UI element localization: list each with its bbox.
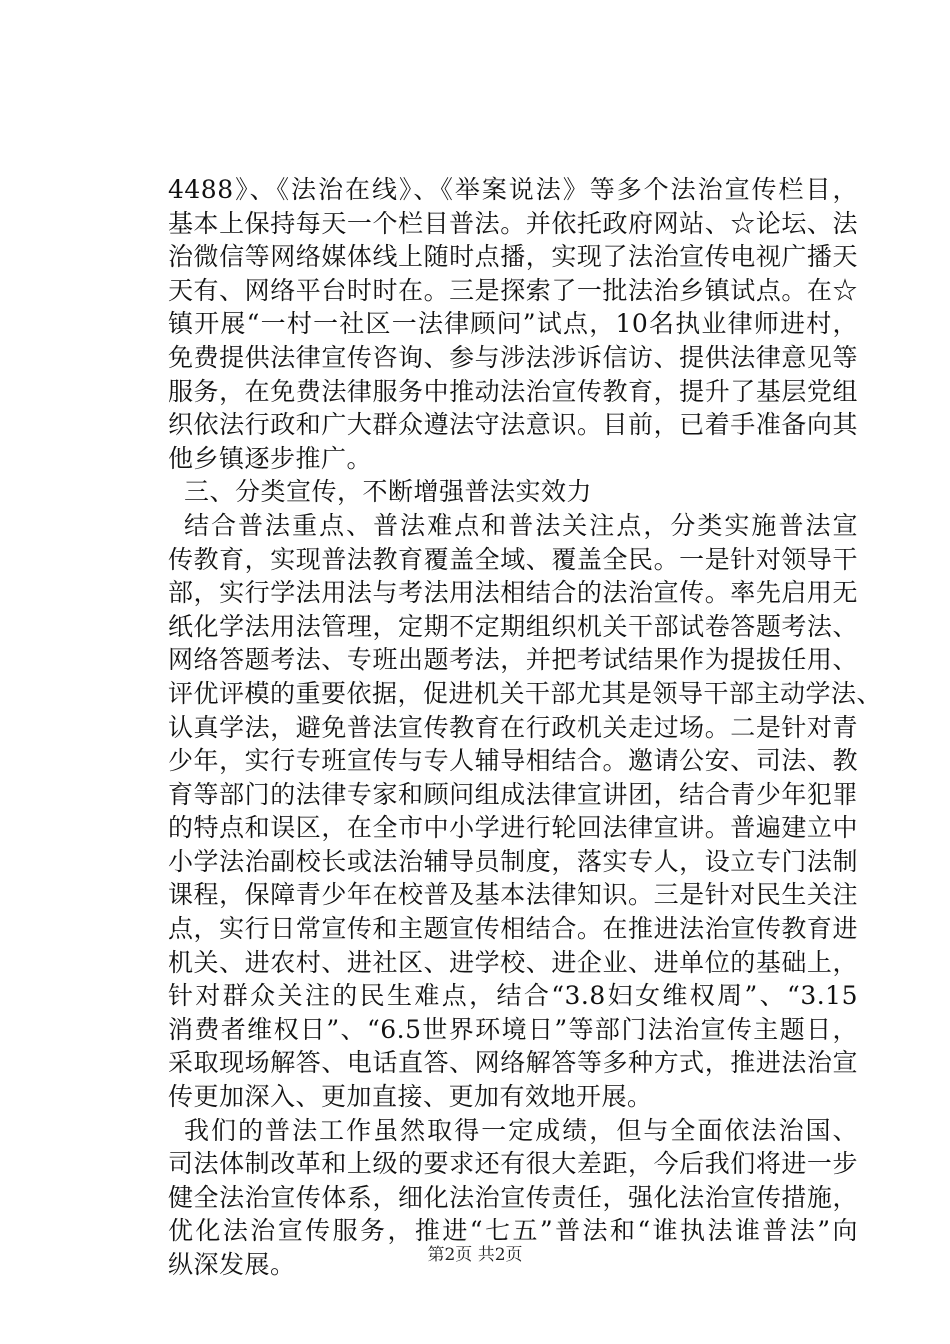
page-number: 第2页 共2页 bbox=[427, 1245, 523, 1265]
text-line: 司法体制改革和上级的要求还有很大差距，今后我们将进一步 bbox=[168, 1149, 858, 1179]
text-line: 结合普法重点、普法难点和普法关注点，分类实施普法宣 bbox=[184, 510, 858, 540]
text-line: 纸化学法用法管理，定期不定期组织机关干部试卷答题考法、 bbox=[168, 611, 858, 641]
text-line: 机关、进农村、进社区、进学校、进企业、进单位的基础上， bbox=[168, 947, 858, 977]
text-line: 针对群众关注的民生难点，结合“3.8妇女维权周”、“3.15 bbox=[168, 981, 858, 1011]
text-line: 镇开展“一村一社区一法律顾问”试点，10名执业律师进村， bbox=[168, 309, 858, 339]
text-line: 天有、网络平台时时在。三是探索了一批法治乡镇试点。在☆ bbox=[168, 275, 858, 305]
text-line: 传更加深入、更加直接、更加有效地开展。 bbox=[168, 1082, 653, 1112]
page-footer bbox=[0, 1240, 950, 1265]
text-line: 免费提供法律宣传咨询、参与涉法涉诉信访、提供法律意见等 bbox=[168, 342, 858, 372]
text-line: 部，实行学法用法与考法用法相结合的法治宣传。率先启用无 bbox=[168, 578, 858, 608]
text-line: 服务，在免费法律服务中推动法治宣传教育，提升了基层党组 bbox=[168, 376, 858, 406]
text-line: 小学法治副校长或法治辅导员制度，落实专人，设立专门法制 bbox=[168, 846, 858, 876]
document-body bbox=[168, 173, 883, 1282]
text-line: 育等部门的法律专家和顾问组成法律宣讲团，结合青少年犯罪 bbox=[168, 779, 858, 809]
text-line: 优化法治宣传服务，推进“七五”普法和“谁执法谁普法”向 bbox=[168, 1216, 858, 1246]
text-line: 的特点和误区，在全市中小学进行轮回法律宣讲。普遍建立中 bbox=[168, 813, 858, 843]
text-line: 评优评模的重要依据，促进机关干部尤其是领导干部主动学法、 bbox=[168, 678, 883, 708]
text-line: 纵深发展。 bbox=[168, 1250, 296, 1279]
text-line: 少年，实行专班宣传与专人辅导相结合。邀请公安、司法、教 bbox=[168, 746, 858, 776]
text-line: 消费者维权日”、“6.5世界环境日”等部门法治宣传主题日， bbox=[168, 1014, 858, 1044]
text-line: 课程，保障青少年在校普及基本法律知识。三是针对民生关注 bbox=[168, 880, 858, 910]
text-line: 织依法行政和广大群众遵法守法意识。目前，已着手准备向其 bbox=[168, 410, 858, 440]
text-line: 认真学法，避免普法宣传教育在行政机关走过场。二是针对青 bbox=[168, 712, 858, 742]
section-heading: 三、分类宣传，不断增强普法实效力 bbox=[184, 477, 593, 507]
text-line: 我们的普法工作虽然取得一定成绩，但与全面依法治国、 bbox=[184, 1115, 858, 1145]
text-line: 他乡镇逐步推广。 bbox=[168, 443, 373, 473]
text-line: 传教育，实现普法教育覆盖全域、覆盖全民。一是针对领导干 bbox=[168, 544, 858, 574]
text-line: 健全法治宣传体系，细化法治宣传责任，强化法治宣传措施， bbox=[168, 1182, 858, 1212]
text-line: 基本上保持每天一个栏目普法。并依托政府网站、☆论坛、法 bbox=[168, 208, 858, 238]
text-line: 点，实行日常宣传和主题宣传相结合。在推进法治宣传教育进 bbox=[168, 914, 858, 944]
text-line: 网络答题考法、专班出题考法，并把考试结果作为提拔任用、 bbox=[168, 645, 858, 675]
text-line: 治微信等网络媒体线上随时点播，实现了法治宣传电视广播天 bbox=[168, 242, 858, 272]
text-line: 4488》、《法治在线》、《举案说法》等多个法治宣传栏目， bbox=[168, 175, 858, 204]
text-line: 采取现场解答、电话直答、网络解答等多种方式，推进法治宣 bbox=[168, 1048, 858, 1078]
